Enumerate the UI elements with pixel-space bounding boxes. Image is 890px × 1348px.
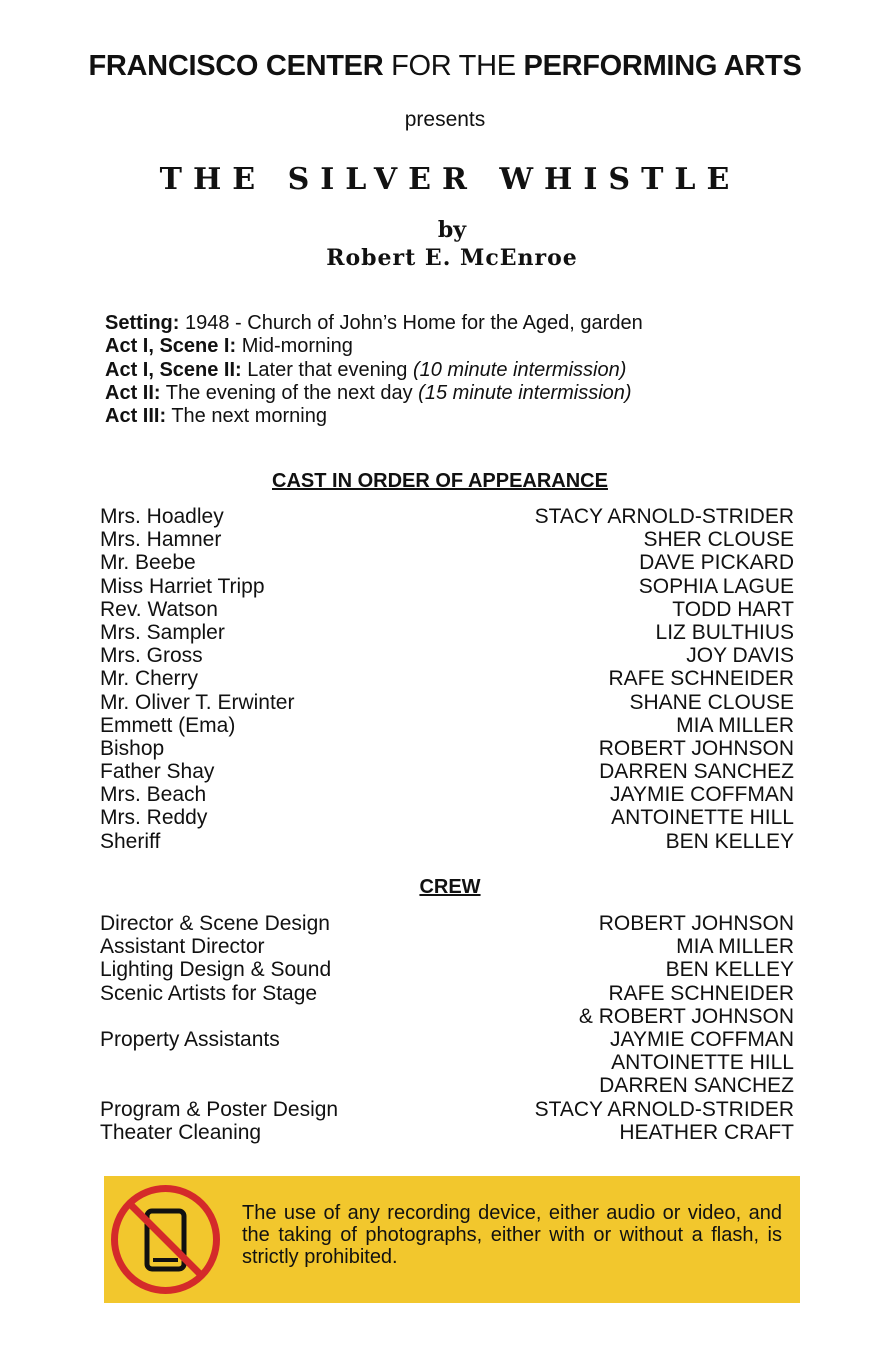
setting-text: 1948 - Church of John’s Home for the Aged, garden [179, 312, 643, 334]
author-name: Robert E. McEnroe [326, 245, 578, 271]
setting-line [105, 335, 805, 358]
intermission-note: (15 minute intermission) [418, 381, 632, 404]
crew-row [100, 1121, 794, 1144]
person-name: ANTOINETTE HILL [611, 1051, 794, 1075]
venue-name-part2: FOR THE [383, 50, 524, 82]
venue-name-part1: FRANCISCO CENTER [88, 50, 384, 82]
person-name: RAFE SCHNEIDER [608, 981, 794, 1005]
role-name: Mr. Beebe [100, 551, 196, 575]
crew-row [100, 912, 794, 935]
cast-row [100, 551, 794, 574]
person-name: SHER CLOUSE [643, 528, 794, 552]
cast-row [100, 505, 794, 528]
intermission-note: (10 minute intermission) [412, 358, 627, 381]
role-name: Theater Cleaning [100, 1120, 262, 1144]
person-name: & ROBERT JOHNSON [578, 1004, 794, 1028]
cast-row [100, 760, 794, 783]
role-name: Bishop [100, 736, 165, 760]
setting-block [105, 312, 805, 428]
role-name: Director & Scene Design [100, 912, 330, 935]
play-title: THE SILVER WHISTLE [159, 162, 741, 197]
role-name: Mrs. Beach [100, 783, 207, 807]
role-name: Assistant Director [100, 935, 265, 959]
cast-row [100, 621, 794, 644]
person-name: BEN KELLEY [665, 829, 794, 853]
role-name: Mrs. Gross [100, 644, 203, 668]
setting-label: Act I, Scene I: [105, 335, 237, 358]
person-name: JAYMIE COFFMAN [610, 1027, 794, 1051]
role-name: Mr. Oliver T. Erwinter [100, 690, 295, 714]
person-name: MIA MILLER [676, 713, 794, 737]
setting-text: The evening of the next day [160, 381, 419, 404]
recording-notice [104, 1176, 800, 1303]
person-name: MIA MILLER [676, 935, 794, 959]
no-phone-icon [108, 1182, 223, 1297]
person-name: STACY ARNOLD-STRIDER [534, 1097, 794, 1121]
role-name: Emmett (Ema) [100, 713, 236, 737]
crew-row [100, 958, 794, 981]
role-name: Mrs. Hoadley [100, 505, 224, 528]
role-name: Mrs. Reddy [100, 806, 208, 830]
setting-text: Mid-morning [236, 335, 353, 358]
person-name: JAYMIE COFFMAN [610, 783, 794, 807]
person-name: DARREN SANCHEZ [599, 760, 794, 784]
cast-row [100, 644, 794, 667]
venue-name-part3: PERFORMING ARTS [523, 50, 802, 82]
cast-row [100, 598, 794, 621]
cast-row [100, 737, 794, 760]
cast-row [100, 691, 794, 714]
setting-label: Act III: [105, 405, 167, 428]
person-name: ROBERT JOHNSON [598, 736, 794, 760]
role-name: Scenic Artists for Stage [100, 981, 318, 1005]
role-name: Father Shay [100, 760, 215, 784]
person-name: ROBERT JOHNSON [598, 912, 794, 935]
cast-row [100, 830, 794, 853]
role-name: Mr. Cherry [100, 667, 199, 691]
role-name: Property Assistants [100, 1027, 280, 1051]
setting-label: Act I, Scene II: [105, 358, 242, 381]
cast-heading: CAST IN ORDER OF APPEARANCE [272, 470, 608, 492]
cast-row [100, 806, 794, 829]
notice-text: The use of any recording device, either audio or video, and the taking of photographs, either with or without a flash, is strictly prohibited. [242, 1202, 782, 1268]
crew-list [100, 912, 794, 1144]
cast-row [100, 783, 794, 806]
setting-text: The next morning [166, 405, 327, 428]
cast-row [100, 667, 794, 690]
person-name: TODD HART [672, 597, 794, 621]
person-name: BEN KELLEY [665, 958, 794, 982]
person-name: HEATHER CRAFT [619, 1120, 794, 1144]
role-name: Lighting Design & Sound [100, 958, 332, 982]
person-name: SHANE CLOUSE [629, 690, 794, 714]
person-name: STACY ARNOLD-STRIDER [534, 505, 794, 528]
setting-line [105, 405, 805, 428]
by-label: by [437, 217, 467, 243]
role-name: Rev. Watson [100, 597, 218, 621]
crew-row [100, 982, 794, 1005]
cast-row [100, 575, 794, 598]
crew-row [100, 1005, 794, 1028]
setting-line [105, 312, 805, 335]
setting-line [105, 382, 805, 405]
cast-row [100, 528, 794, 551]
crew-heading: CREW [419, 876, 481, 898]
person-name: SOPHIA LAGUE [638, 574, 794, 598]
role-name: Program & Poster Design [100, 1097, 339, 1121]
crew-row [100, 1098, 794, 1121]
person-name: JOY DAVIS [686, 644, 794, 668]
setting-line [105, 359, 805, 382]
setting-label: Act II: [105, 381, 161, 404]
crew-row [100, 935, 794, 958]
role-name: Mrs. Hamner [100, 528, 222, 552]
role-name: Miss Harriet Tripp [100, 574, 265, 598]
cast-list [100, 505, 794, 853]
person-name: ANTOINETTE HILL [611, 806, 794, 830]
crew-row [100, 1051, 794, 1074]
person-name: DAVE PICKARD [639, 551, 794, 575]
cast-row [100, 714, 794, 737]
person-name: DARREN SANCHEZ [599, 1074, 794, 1098]
presents-text: presents [404, 108, 486, 131]
crew-row [100, 1074, 794, 1097]
person-name: LIZ BULTHIUS [655, 620, 794, 644]
venue-header [0, 50, 890, 83]
role-name: Mrs. Sampler [100, 620, 225, 644]
crew-row [100, 1028, 794, 1051]
setting-text: Later that evening [241, 358, 413, 381]
role-name: Sheriff [100, 829, 161, 853]
person-name: RAFE SCHNEIDER [608, 667, 794, 691]
setting-label: Setting: [105, 312, 180, 334]
